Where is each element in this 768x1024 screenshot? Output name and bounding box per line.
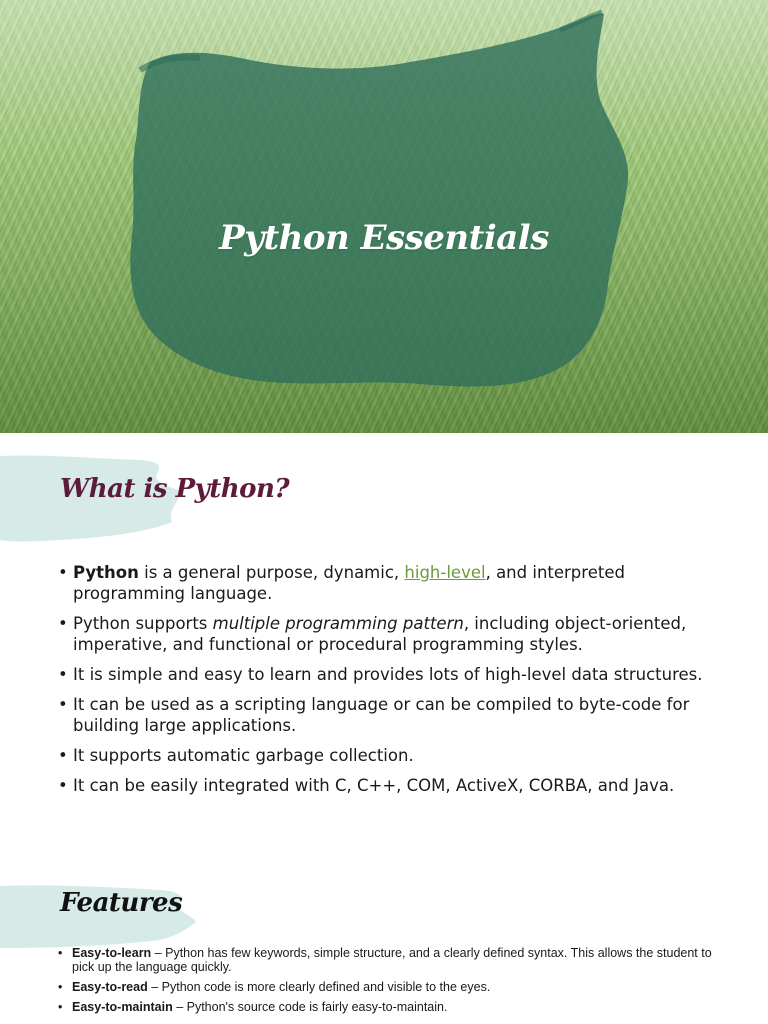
feature-name: Easy-to-maintain bbox=[72, 1000, 173, 1014]
list-item bbox=[58, 562, 718, 604]
list-item bbox=[58, 1000, 728, 1014]
hero-brush-blob bbox=[0, 0, 768, 433]
list-text: , and interpreted programming language. bbox=[73, 563, 625, 603]
features-list bbox=[58, 946, 728, 1020]
bullet-icon: • bbox=[58, 614, 68, 633]
bullet-icon: • bbox=[58, 746, 68, 765]
section-heading-features: Features bbox=[60, 888, 183, 918]
list-item bbox=[58, 946, 728, 974]
bullet-icon: • bbox=[58, 776, 68, 795]
feature-text: – Python code is more clearly defined and visible to the eyes. bbox=[147, 980, 491, 994]
list-text: , including object-oriented, imperative, and functional or procedural programming styles. bbox=[73, 614, 687, 654]
list-text: Python supports bbox=[73, 614, 213, 633]
list-text: It supports automatic garbage collection. bbox=[73, 746, 414, 765]
feature-name: Easy-to-read bbox=[72, 980, 148, 994]
feature-text: – Python's source code is fairly easy-to-maintain. bbox=[172, 1000, 448, 1014]
feature-text: – Python has few keywords, simple structure, and a clearly defined syntax. This allows the student to pick up the language quickly. bbox=[72, 946, 712, 974]
list-text: It is simple and easy to learn and provides lots of high-level data structures. bbox=[73, 665, 703, 684]
bullet-icon: • bbox=[58, 946, 63, 960]
high-level-link[interactable]: high-level bbox=[404, 563, 486, 582]
feature-name: Easy-to-learn bbox=[72, 946, 152, 960]
bullet-icon: • bbox=[58, 695, 68, 714]
list-item bbox=[58, 664, 718, 685]
list-item bbox=[58, 613, 718, 655]
document-title: Python Essentials bbox=[219, 218, 549, 258]
what-is-python-list bbox=[58, 562, 718, 805]
bold-term: Python bbox=[73, 563, 139, 582]
bullet-icon: • bbox=[58, 563, 68, 582]
list-item bbox=[58, 775, 718, 796]
list-item bbox=[58, 745, 718, 766]
list-item bbox=[58, 694, 718, 736]
list-text: It can be easily integrated with C, C++, COM, ActiveX, CORBA, and Java. bbox=[73, 776, 675, 795]
list-text: It can be used as a scripting language or can be compiled to byte-code for building large applications. bbox=[73, 695, 690, 735]
bullet-icon: • bbox=[58, 665, 68, 684]
section-heading-what-is-python: What is Python? bbox=[60, 474, 290, 504]
bullet-icon: • bbox=[58, 1000, 63, 1014]
list-item bbox=[58, 980, 728, 994]
italic-term: multiple programming pattern bbox=[212, 614, 464, 633]
hero-banner bbox=[0, 0, 768, 433]
bullet-icon: • bbox=[58, 980, 63, 994]
list-text: is a general purpose, dynamic, bbox=[138, 563, 405, 582]
